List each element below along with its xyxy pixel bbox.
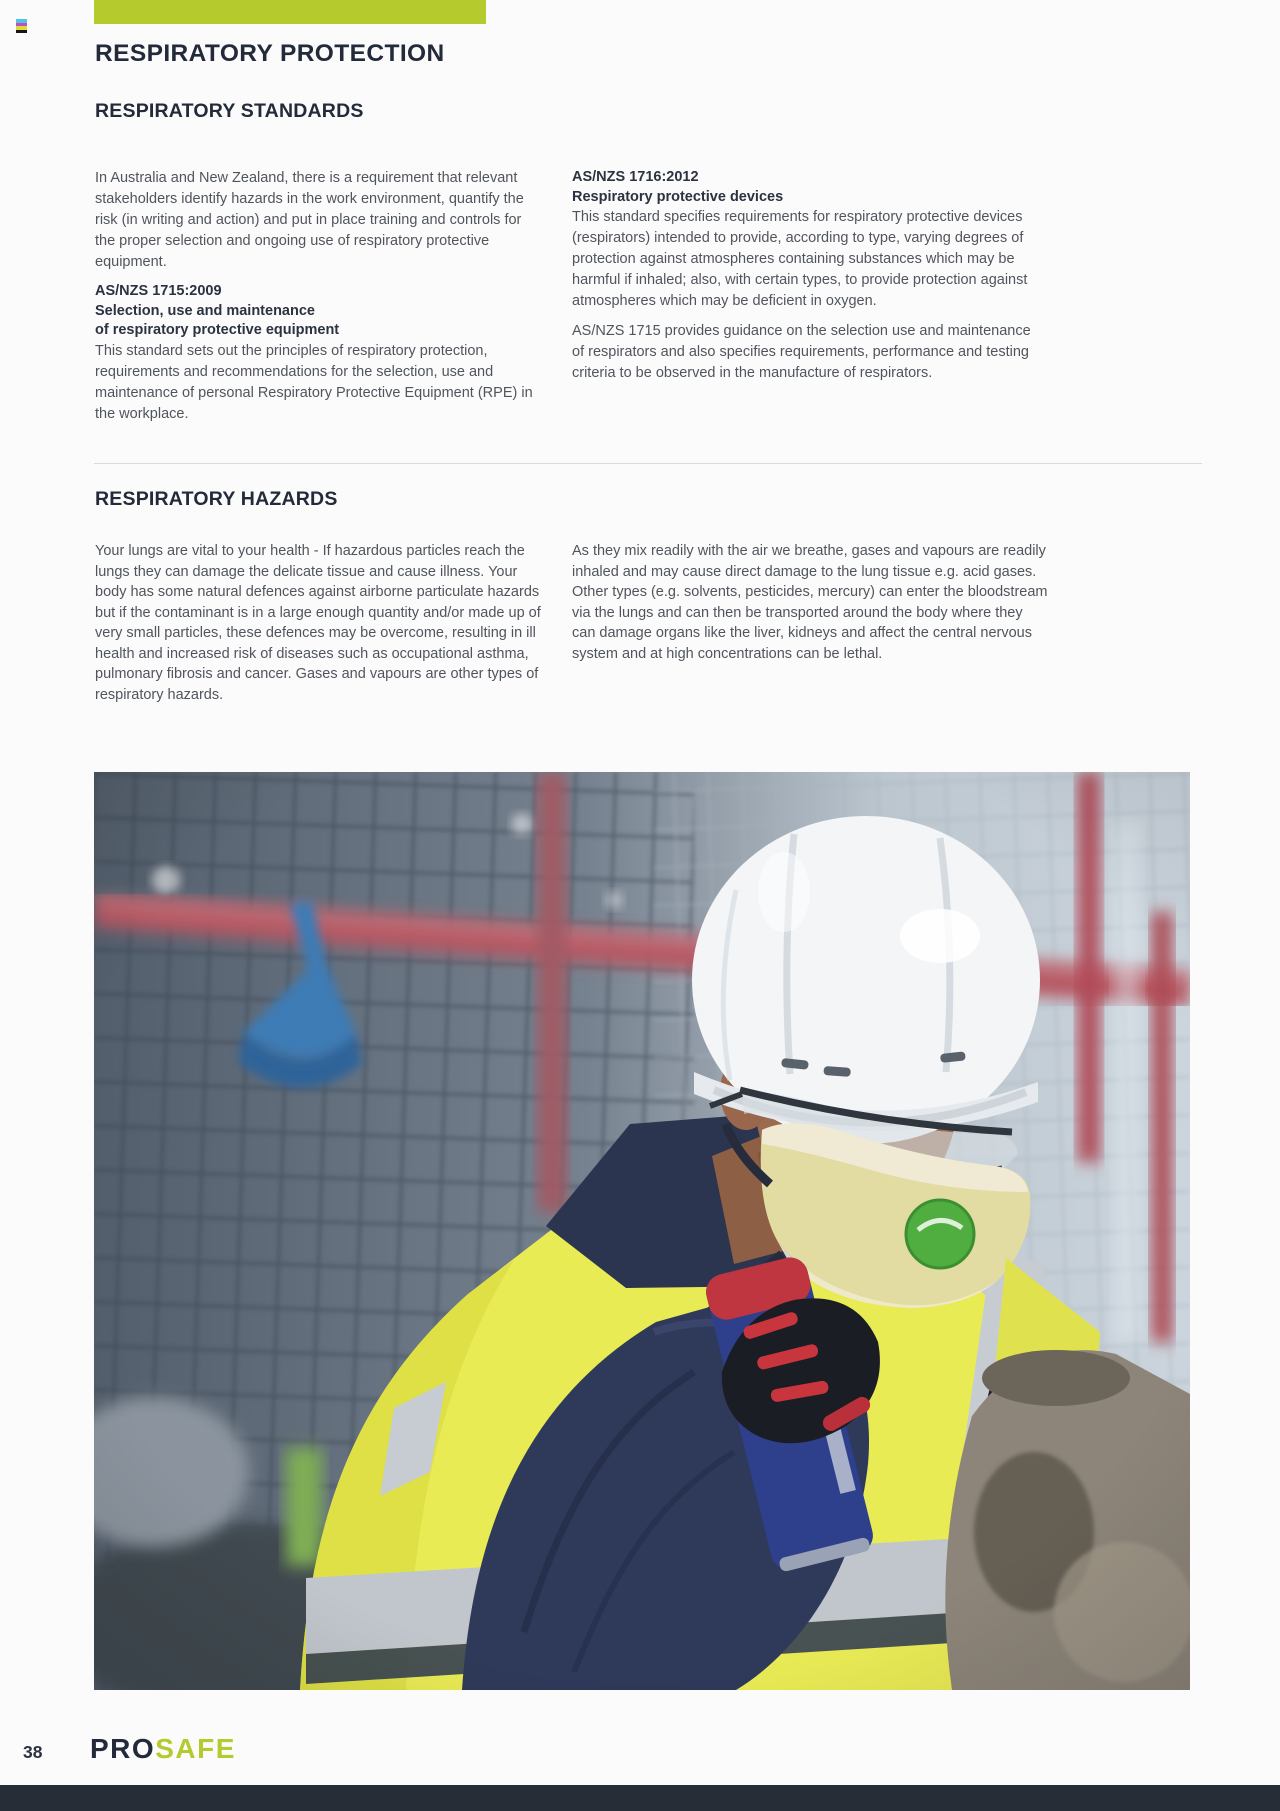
footer-bar: [0, 1785, 1280, 1811]
standard-1716-body: This standard specifies requirements for respiratory protective devices (respirators) intended to provide, according to type, varying degrees of protection against atmospheres containing substances which may be harmful if inhaled; also, with certain types, to provide protection against atmospheres which may be deficient in oxygen.: [572, 209, 1028, 309]
hazards-left-column: [95, 541, 542, 714]
prosafe-logo: [90, 1733, 236, 1765]
print-registration-mark-icon: [16, 19, 27, 33]
accent-bar: [94, 0, 486, 24]
standard-1715-subtitle-1: Selection, use and maintenance: [95, 302, 315, 319]
logo-pro: PRO: [90, 1733, 156, 1764]
page-title: RESPIRATORY PROTECTION: [95, 40, 445, 67]
standards-left-column: [95, 168, 542, 434]
standard-1715-body: This standard sets out the principles of respiratory protection, requirements and recommendations for the selection, use and maintenance of personal Respiratory Protective Equipment (RPE) in the workplace.: [95, 342, 533, 422]
standard-1716-subtitle: Respiratory protective devices: [572, 188, 784, 205]
standards-heading: RESPIRATORY STANDARDS: [95, 100, 364, 122]
hazards-right-text: As they mix readily with the air we breathe, gases and vapours are readily inhaled and may cause direct damage to the lung tissue e.g. acid gases. Other types (e.g. solvents, pesticides, mercury) can enter the bloodstream via the lungs and can then be transported around the body where they can damage organs like the liver, kidneys and affect the central nervous system and at high concentrations can be lethal.: [572, 543, 1048, 662]
logo-safe: SAFE: [155, 1733, 236, 1764]
page-number: 38: [23, 1742, 43, 1762]
standard-1716-title: AS/NZS 1716:2012: [572, 169, 699, 185]
hazards-heading: RESPIRATORY HAZARDS: [95, 488, 338, 510]
standard-1715-subtitle-2: of respiratory protective equipment: [95, 322, 340, 338]
standards-intro: In Australia and New Zealand, there is a requirement that relevant stakeholders identify hazards in the work environment, quantify the risk (in writing and action) and put in place training and controls for the proper selection and ongoing use of respiratory protective equipment.: [95, 170, 524, 270]
standard-1715-title: AS/NZS 1715:2009: [95, 283, 222, 299]
hero-photo: [94, 772, 1190, 1690]
standards-right-column: [572, 168, 1044, 393]
standard-1715-guidance: AS/NZS 1715 provides guidance on the selection use and maintenance of respirators and also specifies requirements, performance and testing criteria to be observed in the manufacture of respirators.: [572, 323, 1031, 381]
hazards-left-text: Your lungs are vital to your health - If hazardous particles reach the lungs they can damage the delicate tissue and cause illness. Your body has some natural defences against airborne particulate hazards but if the contaminant is in a large enough quantity and/or made up of very small particles, these defences may be overcome, resulting in ill health and increased risk of diseases such as occupational asthma, pulmonary fibrosis and cancer. Gases and vapours are other types of respiratory hazards.: [95, 543, 541, 703]
hazards-right-column: [572, 541, 1050, 673]
section-divider: [94, 463, 1202, 464]
